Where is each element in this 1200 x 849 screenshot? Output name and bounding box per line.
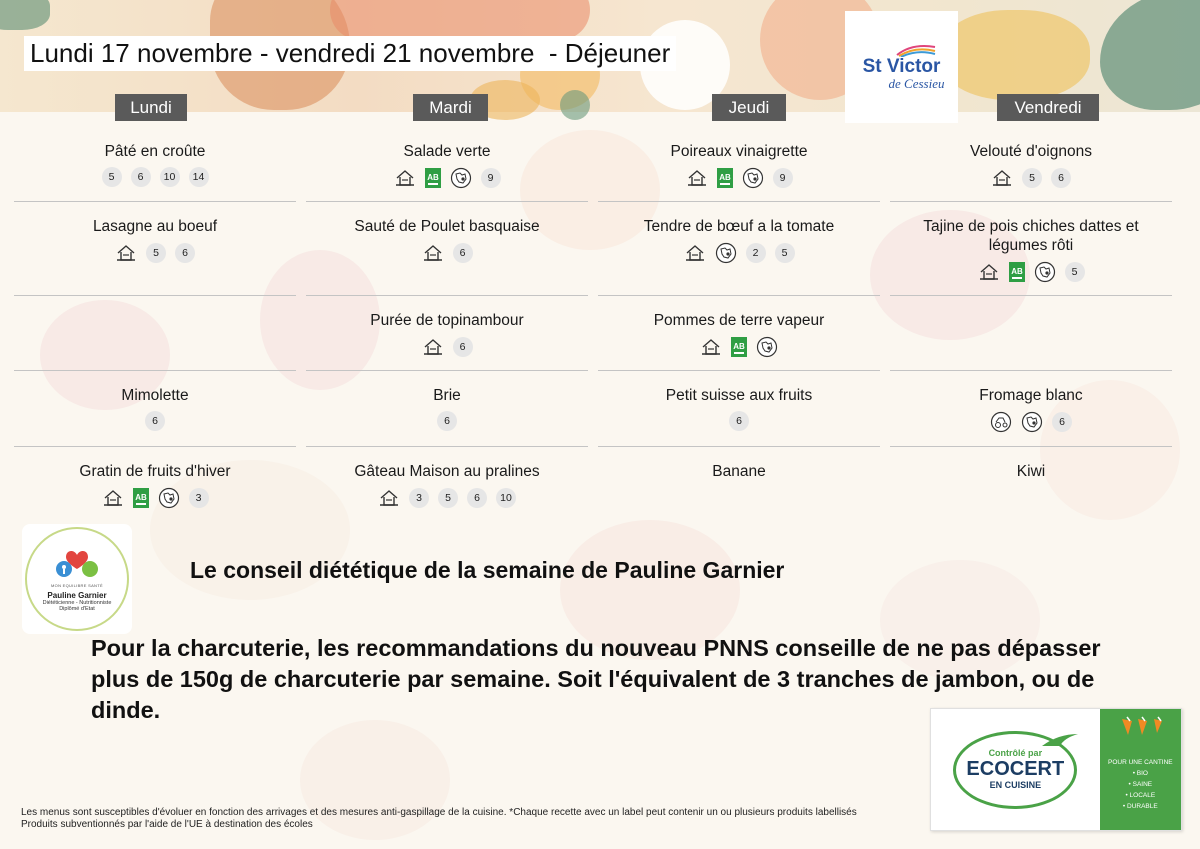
row-divider — [598, 295, 880, 296]
dish-tags — [598, 411, 880, 431]
allergen-badge: 6 — [729, 411, 749, 431]
dish-name: Gratin de fruits d'hiver — [79, 463, 231, 480]
menu-cell — [14, 386, 296, 431]
dish-tags — [306, 411, 588, 431]
home-icon — [115, 242, 137, 264]
local-icon — [742, 167, 764, 189]
st-victor-logo — [845, 11, 958, 123]
allergen-badge: 6 — [131, 167, 151, 187]
footer-line-1: Les menus sont susceptibles d'évoluer en fonction des arrivages et des mesures anti-gaspillage de la cuisine. *Chaque recette avec un label peut contenir un ou plusieurs produits labellisés — [21, 807, 857, 818]
dish-tags — [306, 336, 588, 358]
allergen-badge: 5 — [1022, 168, 1042, 188]
dish-name: Kiwi — [1016, 463, 1046, 480]
allergen-badge: 10 — [160, 167, 180, 187]
dish-name: Fromage blanc — [979, 387, 1083, 404]
dietitian-logo — [22, 524, 132, 634]
menu-cell — [598, 217, 880, 264]
svg-text:AB: AB — [718, 173, 731, 182]
home-icon — [686, 167, 708, 189]
svg-text:AB: AB — [1010, 267, 1023, 276]
allergen-badge: 6 — [175, 243, 195, 263]
allergen-badge: 6 — [145, 411, 165, 431]
day-header-mardi: Mardi — [413, 94, 488, 121]
menu-cell — [14, 462, 296, 509]
ecocert-right-title: POUR UNE CANTINE — [1108, 759, 1173, 766]
row-divider — [890, 446, 1172, 447]
menu-cell — [306, 462, 588, 509]
dish-name: Poireaux vinaigrette — [670, 143, 808, 160]
local-icon — [756, 336, 778, 358]
dish-name: Purée de topinambour — [370, 312, 524, 329]
allergen-badge: 5 — [102, 167, 122, 187]
dish-tags — [14, 411, 296, 431]
row-divider — [306, 370, 588, 371]
row-divider — [598, 370, 880, 371]
local-icon — [715, 242, 737, 264]
dietitian-role: Diététicienne - Nutritionniste — [42, 599, 112, 606]
allergen-badge: 5 — [146, 243, 166, 263]
dietitian-degree: Diplômé d'Etat — [59, 605, 95, 612]
dish-name: Gâteau Maison au pralines — [354, 463, 540, 480]
home-icon — [102, 487, 124, 509]
swoosh-icon — [867, 43, 937, 57]
day-header-jeudi: Jeudi — [712, 94, 786, 121]
local-icon — [158, 487, 180, 509]
advice-title: Le conseil diététique de la semaine de Pauline Garnier — [190, 557, 785, 583]
allergen-badge: 6 — [1051, 168, 1071, 188]
row-divider — [306, 201, 588, 202]
ab-icon — [425, 168, 441, 188]
allergen-badge: 5 — [775, 243, 795, 263]
dish-name: Tendre de bœuf a la tomate — [643, 218, 835, 235]
row-divider — [890, 295, 1172, 296]
dietitian-brand: MON EQUILIBRE SANTÉ — [51, 582, 103, 588]
home-icon — [700, 336, 722, 358]
ab-icon — [133, 488, 149, 508]
dish-name: Mimolette — [121, 387, 189, 404]
carrots-icon — [1112, 715, 1168, 737]
ecocert-badge — [930, 708, 1182, 831]
svg-text:AB: AB — [134, 493, 147, 502]
dish-name: Tajine de pois chiches dattes et légumes rôti — [923, 218, 1139, 254]
ab-icon — [717, 168, 733, 188]
menu-cell — [14, 142, 296, 187]
row-divider — [598, 201, 880, 202]
row-divider — [598, 446, 880, 447]
allergen-badge: 6 — [437, 411, 457, 431]
home-icon — [394, 167, 416, 189]
logo-main-text: St Victor — [862, 55, 941, 77]
ecocert-item: • SAINE — [1128, 781, 1153, 788]
allergen-badge: 3 — [409, 488, 429, 508]
day-header-vendredi: Vendredi — [997, 94, 1099, 121]
allergen-badge: 5 — [1065, 262, 1085, 282]
footer-note — [21, 807, 931, 831]
dish-tags — [598, 336, 880, 358]
ecocert-controlled: Contrôlé par — [988, 748, 1043, 758]
page-title: Lundi 17 novembre - vendredi 21 novembre - Déjeuner — [24, 36, 676, 71]
local-icon — [1034, 261, 1056, 283]
dish-tags — [14, 242, 296, 264]
svg-text:AB: AB — [733, 342, 745, 351]
menu-cell — [598, 311, 880, 358]
allergen-badge: 5 — [438, 488, 458, 508]
dish-tags — [306, 167, 588, 189]
home-icon — [378, 487, 400, 509]
dish-name: Pommes de terre vapeur — [653, 312, 825, 329]
menu-cell — [890, 217, 1172, 283]
local-icon — [450, 167, 472, 189]
dish-name: Banane — [712, 463, 766, 480]
home-icon — [991, 167, 1013, 189]
home-icon — [684, 242, 706, 264]
allergen-badge: 14 — [189, 167, 209, 187]
menu-cell — [306, 311, 588, 358]
advice-text: Pour la charcuterie, les recommandations du nouveau PNNS conseille de ne pas dépasser plus de 150g de charcuterie par semaine. Soit l'équivalent de 3 tranches de jambon, ou de dinde. — [91, 635, 1101, 723]
allergen-badge: 6 — [467, 488, 487, 508]
local-icon — [1021, 411, 1043, 433]
dish-name: Sauté de Poulet basquaise — [354, 218, 540, 235]
row-divider — [14, 201, 296, 202]
row-divider — [306, 295, 588, 296]
home-icon — [422, 242, 444, 264]
dish-name: Salade verte — [403, 143, 491, 160]
ecocert-item: • BIO — [1132, 770, 1148, 777]
ecocert-side-panel — [1100, 709, 1181, 830]
dish-tags — [14, 167, 296, 187]
allergen-badge: 3 — [189, 488, 209, 508]
allergen-badge: 2 — [746, 243, 766, 263]
svg-text:AB: AB — [426, 173, 439, 182]
day-header-lundi: Lundi — [115, 94, 187, 121]
row-divider — [890, 370, 1172, 371]
allergen-badge: 6 — [1052, 412, 1072, 432]
footer-line-2: Produits subventionnés par l'aide de l'UE à destination des écoles — [21, 819, 313, 830]
ab-icon — [1009, 262, 1025, 282]
allergen-badge: 9 — [773, 168, 793, 188]
row-divider — [890, 201, 1172, 202]
dish-name: Brie — [433, 387, 461, 404]
dish-name: Lasagne au boeuf — [92, 218, 218, 235]
swallow-icon — [1040, 732, 1080, 748]
ecocert-brand: ECOCERT — [966, 758, 1065, 780]
ab-icon — [731, 337, 747, 357]
dish-tags — [890, 411, 1172, 433]
menu-cell — [306, 386, 588, 431]
dish-tags — [306, 242, 588, 264]
dish-tags — [598, 242, 880, 264]
menu-cell — [890, 386, 1172, 433]
menu-cell — [598, 462, 880, 481]
dish-tags — [14, 487, 296, 509]
row-divider — [14, 370, 296, 371]
farm-icon — [990, 411, 1012, 433]
allergen-badge: 6 — [453, 243, 473, 263]
dietitian-name: Pauline Garnier — [47, 590, 107, 600]
health-icon — [52, 547, 102, 581]
dish-name: Petit suisse aux fruits — [665, 387, 813, 404]
menu-cell — [14, 217, 296, 264]
row-divider — [306, 446, 588, 447]
row-divider — [14, 295, 296, 296]
ecocert-sub: EN CUISINE — [989, 780, 1042, 790]
ecocert-item: • DURABLE — [1122, 803, 1158, 810]
allergen-badge: 9 — [481, 168, 501, 188]
dish-tags — [598, 167, 880, 189]
dish-name: Velouté d'oignons — [970, 143, 1092, 160]
menu-cell — [598, 386, 880, 431]
dish-tags — [306, 487, 588, 509]
menu-cell — [598, 142, 880, 189]
ecocert-item: • LOCALE — [1125, 792, 1156, 799]
home-icon — [978, 261, 1000, 283]
dish-tags — [890, 167, 1172, 189]
dish-name: Pâté en croûte — [104, 143, 206, 160]
allergen-badge: 6 — [453, 337, 473, 357]
allergen-badge: 10 — [496, 488, 516, 508]
logo-sub-text: de Cessieu — [888, 75, 945, 91]
home-icon — [422, 336, 444, 358]
row-divider — [14, 446, 296, 447]
menu-cell — [306, 217, 588, 264]
menu-cell — [306, 142, 588, 189]
menu-cell — [890, 142, 1172, 189]
dish-tags — [890, 261, 1172, 283]
menu-cell — [890, 462, 1172, 481]
